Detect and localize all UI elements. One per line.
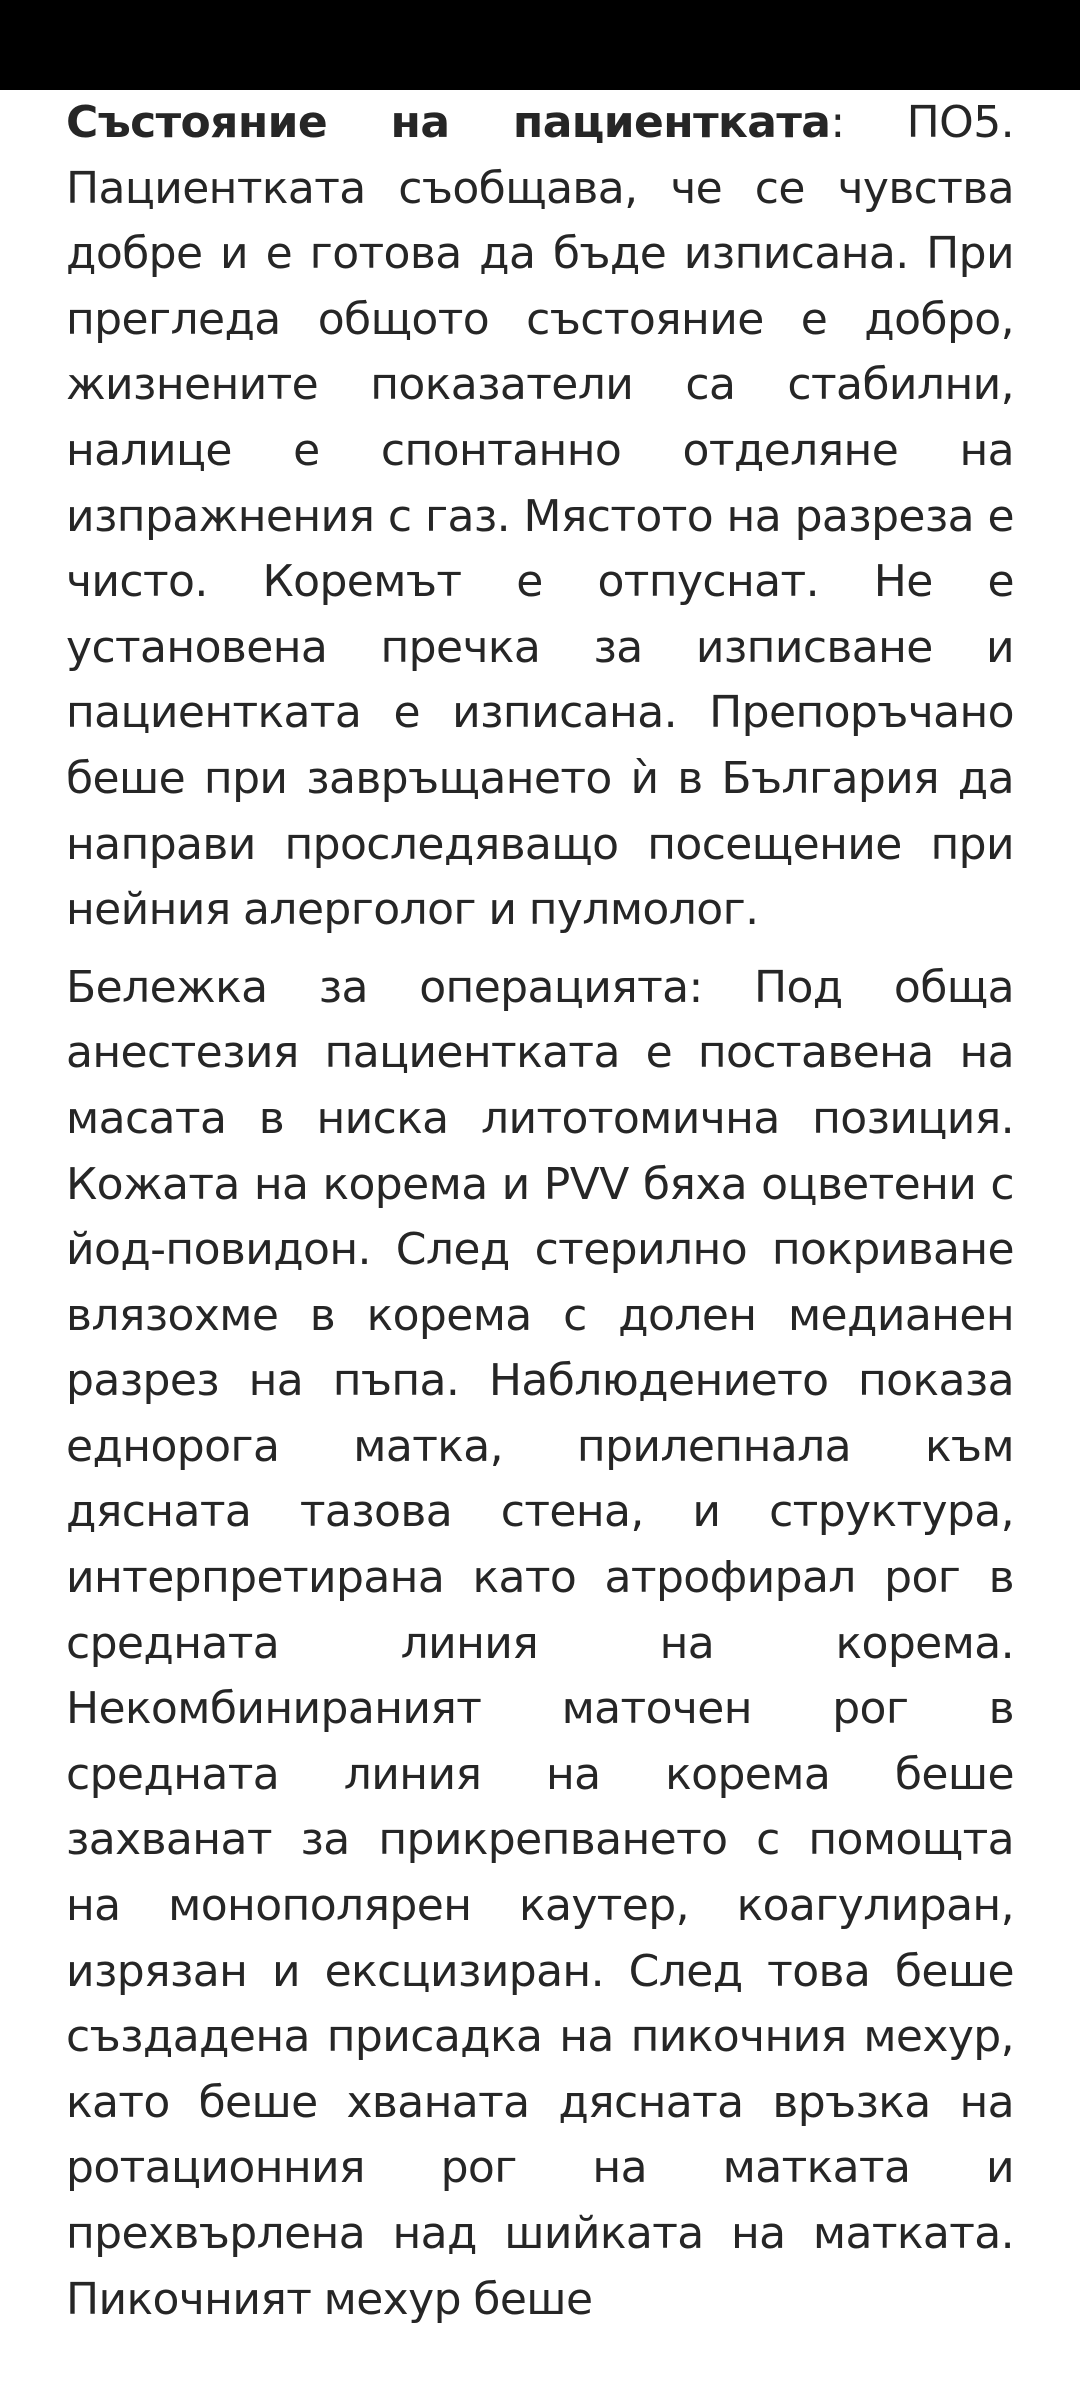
patient-status-text: : ПО5. Пациентката съобщава, че се чувства добре и е готова да бъде изписана. При прегледа общото състояние е добро, жизнените показатели са стабилни, налице е спонтанно отделяне на изпражнения с газ. Мястото на разреза е чисто. Коремът е отпуснат. Не е установена пречка за изписване и пациентката е изписана. Препоръчано беше при завръщането ѝ в България да направи проследяващо посещение при нейния алерголог и пулмолог. <box>66 97 1014 936</box>
operation-note-text: Бележка за операцията: Под обща анестезия пациентката е поставена на масата в ниска литотомична позиция. Кожата на корема и PVV бяха оцветени с йод-повидон. След стерилно покриване влязохме в корема с долен медианен разрез на пъпа. Наблюдението показа еднорога матка, прилепнала към дясната тазова стена, и структура, интерпретирана като атрофирал рог в средната линия на корема. Некомбинираният маточен рог в средната линия на корема беше захванат за прикрепването с помощта на монополярен каутер, коагулиран, изрязан и ексцизиран. След това беше създадена присадка на пикочния мехур, като беше хваната дясната връзка на ротационния рог на матката и прехвърлена над шийката на матката. Пикочният мехур беше <box>66 961 1014 2325</box>
paragraph-patient-status <box>66 90 1014 943</box>
document-text[interactable] <box>66 90 1014 2400</box>
paragraph-operation-note <box>66 955 1014 2332</box>
patient-status-label: Състояние на пациентката <box>66 97 831 148</box>
status-bar <box>0 0 1080 90</box>
